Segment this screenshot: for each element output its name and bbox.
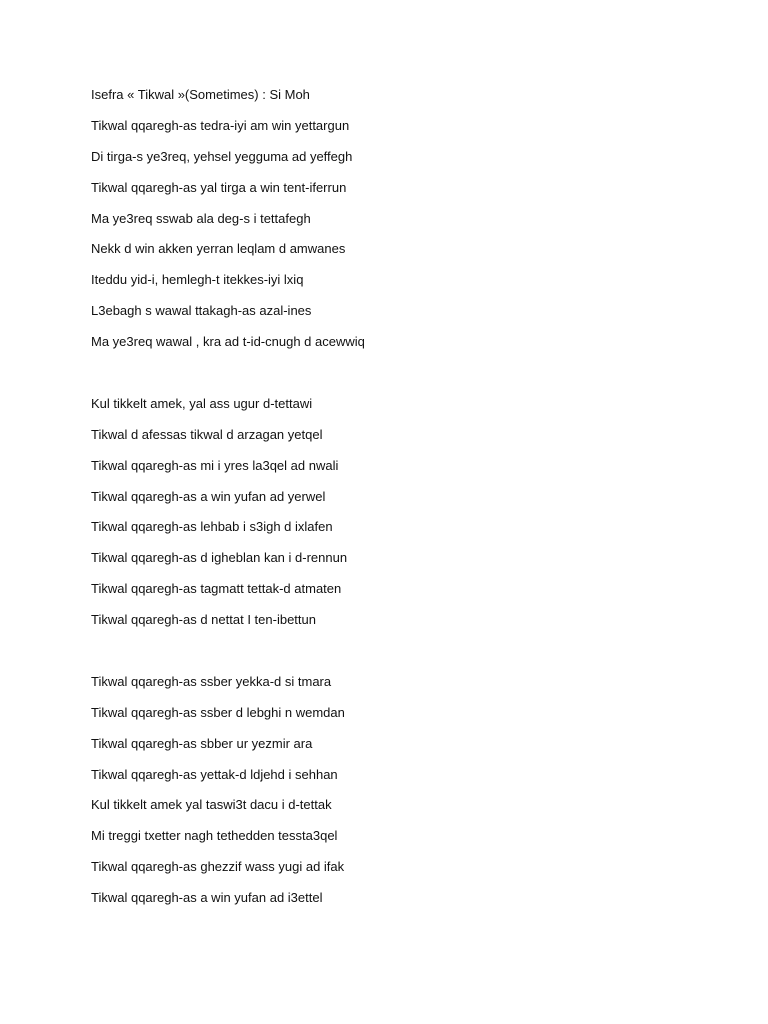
stanza-divider — [91, 362, 711, 393]
poem-line: Tikwal d afessas tikwal d arzagan yetqel — [91, 426, 323, 442]
poem-line: Tikwal qqaregh-as ssber d lebghi n wemdan — [91, 704, 345, 720]
poem-line: Tikwal qqaregh-as ghezzif wass yugi ad ifak — [91, 859, 345, 875]
poem-line: Nekk d win akken yerran leqlam d amwanes — [91, 241, 346, 257]
poem-line: Ma ye3req wawal , kra ad t-id-cnugh d acewwiq — [91, 334, 365, 350]
poem-line: Tikwal qqaregh-as d igheblan kan i d-rennun — [91, 550, 348, 566]
poem-line: Tikwal qqaregh-as tagmatt tettak-d atmaten — [91, 581, 342, 597]
stanza-2 — [91, 393, 711, 640]
poem-line: Tikwal qqaregh-as tedra-iyi am win yettargun — [91, 117, 350, 133]
poem-line: Mi treggi txetter nagh tethedden tessta3qel — [91, 828, 338, 844]
poem-line: Tikwal qqaregh-as a win yufan ad yerwel — [91, 488, 326, 504]
poem-line: Tikwal qqaregh-as yal tirga a win tent-iferrun — [91, 179, 347, 195]
poem-line: L3ebagh s wawal ttakagh-as azal-ines — [91, 303, 312, 319]
stanza-3 — [91, 671, 711, 918]
poem-line: Tikwal qqaregh-as yettak-d ldjehd i sehhan — [91, 766, 338, 782]
poem-line: Tikwal qqaregh-as sbber ur yezmir ara — [91, 735, 313, 751]
poem-line: Tikwal qqaregh-as mi i yres la3qel ad nwali — [91, 457, 339, 473]
poem-line: Tikwal qqaregh-as a win yufan ad i3ettel — [91, 890, 323, 906]
poem-line: Tikwal qqaregh-as lehbab i s3igh d ixlafen — [91, 519, 333, 535]
poem-line: Kul tikkelt amek, yal ass ugur d-tettawi — [91, 395, 313, 411]
stanza-1 — [91, 115, 711, 362]
poem-line: Di tirga-s ye3req, yehsel yegguma ad yeffegh — [91, 148, 353, 164]
poem-line: Tikwal qqaregh-as d nettat I ten-ibettun — [91, 612, 316, 628]
poem-line: Iteddu yid-i, hemlegh-t itekkes-iyi lxiq — [91, 272, 304, 288]
poem-line: Tikwal qqaregh-as ssber yekka-d si tmara — [91, 673, 332, 689]
poem-line: Kul tikkelt amek yal taswi3t dacu i d-tettak — [91, 797, 332, 813]
poem-body — [91, 84, 711, 918]
stanza-divider — [91, 640, 711, 671]
poem-title: Isefra « Tikwal »(Sometimes) : Si Moh — [91, 87, 310, 102]
poem-line: Ma ye3req sswab ala deg-s i tettafegh — [91, 210, 311, 226]
